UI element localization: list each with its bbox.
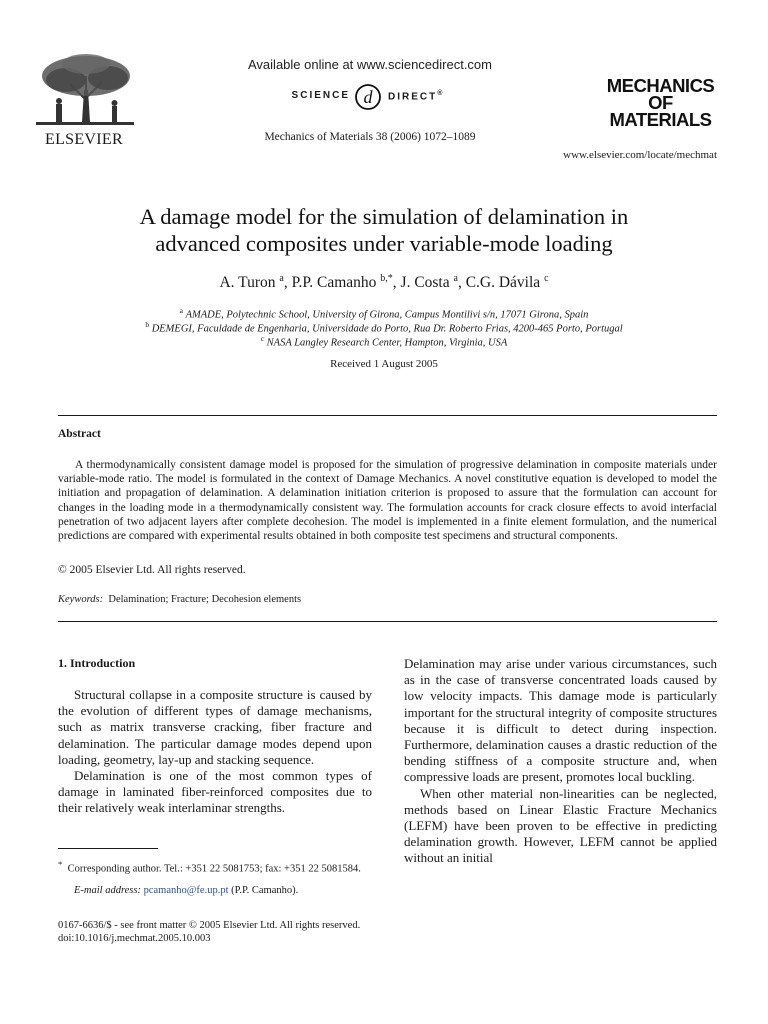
- tree-icon: [26, 50, 144, 130]
- title-line-1: A damage model for the simulation of delamination in: [139, 204, 629, 229]
- issn-line: 0167-6636/$ - see front matter © 2005 Elsevier Ltd. All rights reserved.: [58, 920, 361, 931]
- received-date: Received 1 August 2005: [330, 358, 438, 370]
- footnote-corresponding-text: Corresponding author. Tel.: +351 22 5081753; fax: +351 22 5081584.: [67, 863, 361, 875]
- sciencedirect-logo[interactable]: [210, 80, 530, 112]
- email-label: E-mail address:: [74, 885, 141, 896]
- author-affil-marker[interactable]: a: [279, 273, 284, 284]
- svg-text:d: d: [363, 87, 373, 107]
- journal-logo-line2: OF: [648, 92, 673, 113]
- left-paragraph-2: Delamination is one of the most common types of damage in laminated fiber-reinforced composites due to their relatively weak interlaminar strengths.: [58, 768, 372, 816]
- author-separator: ,: [392, 274, 401, 292]
- affiliation-text: NASA Langley Research Center, Hampton, Virginia, USA: [266, 337, 508, 349]
- author-affil-marker[interactable]: b,*: [380, 273, 393, 284]
- author-name: J. Costa: [400, 274, 450, 292]
- keywords-label: Keywords:: [58, 594, 104, 605]
- affiliation-c: [40, 334, 728, 349]
- journal-citation: Mechanics of Materials 38 (2006) 1072–1089: [264, 131, 476, 143]
- email-owner: (P.P. Camanho).: [231, 885, 299, 896]
- keywords-line: [58, 594, 301, 605]
- abstract-top-rule: [58, 415, 717, 416]
- affiliation-marker: b: [145, 320, 150, 329]
- left-paragraph-1: Structural collapse in a composite structure is caused by the evolution of different types of damage mechanisms, such as matrix transverse cracking, fiber fracture and delamination. The particular damage modes depend upon loading, geometry, lay-up and stacking sequence.: [58, 687, 372, 767]
- abstract-body: [58, 458, 717, 543]
- sciencedirect-left-word: SCIENCE: [291, 90, 350, 101]
- author-list: [40, 273, 728, 292]
- affiliation-text: DEMEGI, Faculdade de Engenharia, Universidade do Porto, Rua Dr. Roberto Frias, 4200-465 Porto, Portugal: [151, 323, 623, 335]
- footnote-email: [58, 884, 372, 897]
- sciencedirect-d-icon: [352, 80, 384, 112]
- author-name: A. Turon: [219, 274, 276, 292]
- right-paragraph-1: Delamination may arise under various circumstances, such as in the case of transverse concentrated loads caused by low velocity impacts. This damage mode is particularly important for the structural integrity of composite structures because it is difficult to detect during inspection. Furthermore, delamination causes a drastic reduction of the bending stiffness of a composite structure and, when compressive loads are present, promotes local buckling.: [404, 656, 717, 785]
- available-online-link[interactable]: Available online at www.sciencedirect.com: [248, 57, 492, 72]
- footnote-corresponding: [58, 858, 372, 876]
- journal-url-link[interactable]: www.elsevier.com/locate/mechmat: [563, 149, 717, 161]
- right-column: [404, 656, 717, 867]
- affiliation-a: [40, 306, 728, 321]
- author-separator: ,: [457, 274, 466, 292]
- abstract-heading: Abstract: [58, 428, 101, 440]
- keywords-list: Delamination; Fracture; Decohesion elements: [108, 594, 302, 605]
- email-link[interactable]: pcamanho@fe.up.pt: [143, 885, 229, 896]
- author-name: C.G. Dávila: [465, 274, 541, 292]
- article-title: [40, 203, 728, 257]
- journal-logo-line3: MATERIALS: [609, 109, 712, 130]
- affiliation-marker: a: [179, 306, 183, 315]
- publisher-name: ELSEVIER: [45, 131, 123, 148]
- footnote-marker: *: [58, 859, 63, 869]
- abstract-text: A thermodynamically consistent damage model is proposed for the simulation of progressive delamination in composite materials under variable-mode ratio. The model is formulated in the context of Damage Mechanics. A novel constitutive equation is developed to model the initiation and propagation of delamination. A delamination initiation criterion is proposed to assure that the formulation can account for changes in the loading mode in a thermodynamically consistent way. The formulation accounts for crack closure effects to avoid interfacial penetration of two adjacent layers after complete decohesion. The model is implemented in a finite element formulation, and the numerical predictions are compared with experimental results obtained in both composite test specimens and structural components.: [58, 459, 717, 543]
- author-separator: ,: [283, 274, 292, 292]
- author-affil-marker[interactable]: c: [544, 273, 549, 284]
- left-column: [58, 687, 372, 817]
- right-paragraph-2: When other material non-linearities can be neglected, methods based on Linear Elastic Fracture Mechanics (LEFM) have been proven to be effective in predicting delamination growth. However, LEFM cannot be applied without an initial: [404, 785, 717, 866]
- author-affil-marker[interactable]: a: [453, 273, 458, 284]
- affiliation-marker: c: [260, 334, 265, 343]
- journal-logo-line1: MECHANICS: [606, 75, 715, 96]
- author-name: P.P. Camanho: [291, 274, 377, 292]
- affiliation-text: AMADE, Polytechnic School, University of Girona, Campus Montilivi s/n, 17071 Girona, Spain: [185, 309, 589, 321]
- affiliation-b: [40, 320, 728, 335]
- abstract-bottom-rule: [58, 621, 717, 622]
- abstract-copyright: © 2005 Elsevier Ltd. All rights reserved.: [58, 564, 246, 576]
- title-line-2: advanced composites under variable-mode loading: [155, 231, 613, 256]
- doi-link[interactable]: doi:10.1016/j.mechmat.2005.10.003: [58, 933, 211, 944]
- footnote-rule: [58, 848, 158, 849]
- sciencedirect-right-word: DIRECT®: [388, 90, 445, 103]
- journal-logo: [598, 77, 723, 128]
- section-heading-introduction: 1. Introduction: [58, 656, 136, 670]
